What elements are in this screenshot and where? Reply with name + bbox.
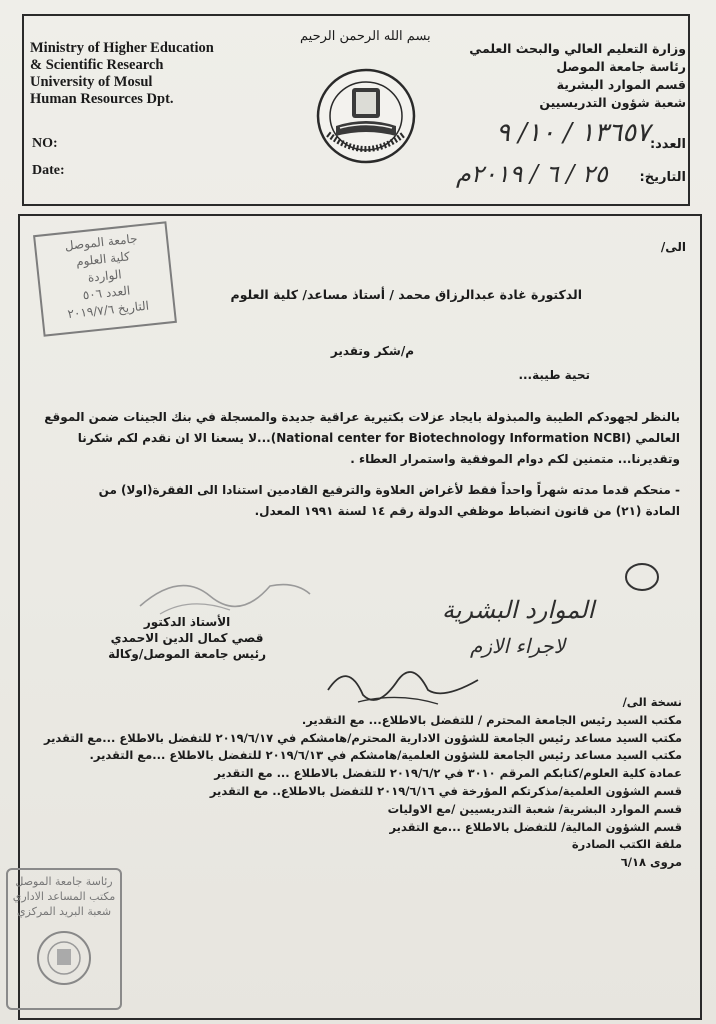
signature-title: الأستاذ الدكتور [143, 615, 231, 629]
signature-position: رئيس جامعة الموصل/وكالة [108, 647, 266, 661]
english-university-line: University of Mosul [30, 74, 153, 90]
university-seal-icon [314, 64, 418, 168]
list-item: مكتب السيد مساعد رئيس الجامعة للشؤون العلمية/هامشكم في ٢٠١٩/٦/١٣ للتفضل بالاطلاع ...مع التقدير. [89, 748, 682, 763]
list-item: مكتب السيد رئيس الجامعة المحترم / للتفضل بالاطلاع... مع التقدير. [301, 712, 682, 727]
stamp-emblem-icon [24, 923, 104, 993]
paragraph-1 [44, 407, 680, 470]
list-item: مروى ٦/١٨ [620, 855, 682, 870]
stamp-line: رئاسة جامعة الموصل [15, 875, 113, 888]
english-ministry-line2: & Scientific Research [30, 57, 164, 73]
arabic-date-label: التاريخ: [639, 170, 686, 185]
arabic-section-line: شعبة شؤون التدريسيين [539, 95, 686, 110]
subject: م/شكر وتقدير [330, 344, 414, 358]
paragraph-line: - منحكم قدما مدته شهراً واحداً فقط لأغراض العلاوة والترفيع القادمين استنادا الى الفقرة(اولا) من [98, 483, 680, 497]
paragraph-line: وتقديرنا... متمنين لكم دوام الموفقية واستمرار العطاء . [350, 452, 680, 466]
stamp-date: التاريخ ٢٠١٩/٧/٦ [66, 298, 150, 322]
english-department-line: Human Resources Dpt. [30, 91, 174, 107]
arabic-department-line: قسم الموارد البشرية [556, 77, 686, 92]
list-item: قسم الشؤون المالية/ للتفضل بالاطلاع ...مع التقدير [389, 819, 682, 834]
handnote-line-1: الموارد البشرية [442, 596, 595, 624]
list-item: قسم الموارد البشرية/ شعبة التدريسيين /مع الاوليات [387, 801, 682, 816]
received-stamp [33, 221, 177, 336]
handwritten-ref-number: ١٣٦٥٧ / ١٠/ ٩ [496, 118, 651, 148]
list-item: ملفة الكتب الصادرة [571, 837, 682, 852]
signature-block [108, 614, 266, 662]
paragraph-line: المادة (٢١) من قانون انضباط موظفي الدولة رقم ١٤ لسنة ١٩٩١ المعدل. [254, 504, 680, 518]
arabic-ministry-line: وزارة التعليم العالي والبحث العلمي [469, 41, 686, 56]
english-ministry-line: Ministry of Higher Education [30, 40, 214, 56]
handwritten-date: ٢٥ / ٦ / ٢٠١٩م [456, 160, 608, 188]
greeting: تحية طيبة... [518, 368, 590, 382]
central-mail-stamp [6, 868, 122, 1010]
arabic-university-line: رئاسة جامعة الموصل [556, 59, 686, 74]
copies-label: نسخة الى/ [622, 695, 682, 709]
basmala: بسم الله الرحمن الرحيم [300, 29, 431, 44]
handnote-line-2: لاجراء الازم [470, 634, 566, 658]
english-no-label: NO: [32, 136, 58, 151]
paragraph-line: بالنظر لجهودكم الطيبة والمبذولة بايجاد عزلات بكتيرية عراقية جديدة والمسجلة في بنك الجينات ضمن الموقع [44, 410, 680, 424]
english-letterhead [30, 40, 214, 108]
addressee: الدكتورة غادة عبدالرزاق محمد / أستاذ مساعد/ كلية العلوم [230, 287, 582, 302]
list-item: قسم الشؤون العلمية/مذكرتكم المؤرخة في ٢٠١٩/٦/١٦ للتفضل بالاطلاع.. مع التقدير [209, 783, 682, 798]
circled-number-icon [622, 560, 662, 594]
to-label: الى/ [660, 240, 686, 254]
list-item: مكتب السيد مساعد رئيس الجامعة للشؤون الادارية المحترم/هامشكم في ٢٠١٩/٦/١٧ للتفضل بالاطلاع ...مع التقدير [43, 730, 682, 745]
stamp-line: كلية العلوم [75, 249, 131, 269]
paragraph-line: العالمي (National center for Biotechnology Information NCBI)...لا يسعنا الا ان نقدم لكم شكرنا [77, 431, 680, 445]
stamp-line: شعبة البريد المركزي [16, 905, 112, 918]
arabic-ref-label: العدد: [649, 137, 686, 152]
list-item: عمادة كلية العلوم/كتابكم المرقم ٣٠١٠ في ٢٠١٩/٦/٢ للتفضل بالاطلاع ... مع التقدير [214, 766, 682, 781]
signature-name: قصي كمال الدين الاحمدي [110, 631, 264, 645]
english-date-label: Date: [32, 163, 65, 178]
arabic-letterhead [469, 40, 686, 112]
stamp-line: جامعة الموصل [64, 231, 139, 253]
stamp-line: الواردة [87, 267, 123, 285]
stamp-number: العدد ٥٠٦ [82, 283, 131, 303]
paragraph-2 [99, 480, 680, 522]
copies-list [44, 694, 682, 872]
stamp-line: مكتب المساعد الاداري [12, 890, 116, 903]
